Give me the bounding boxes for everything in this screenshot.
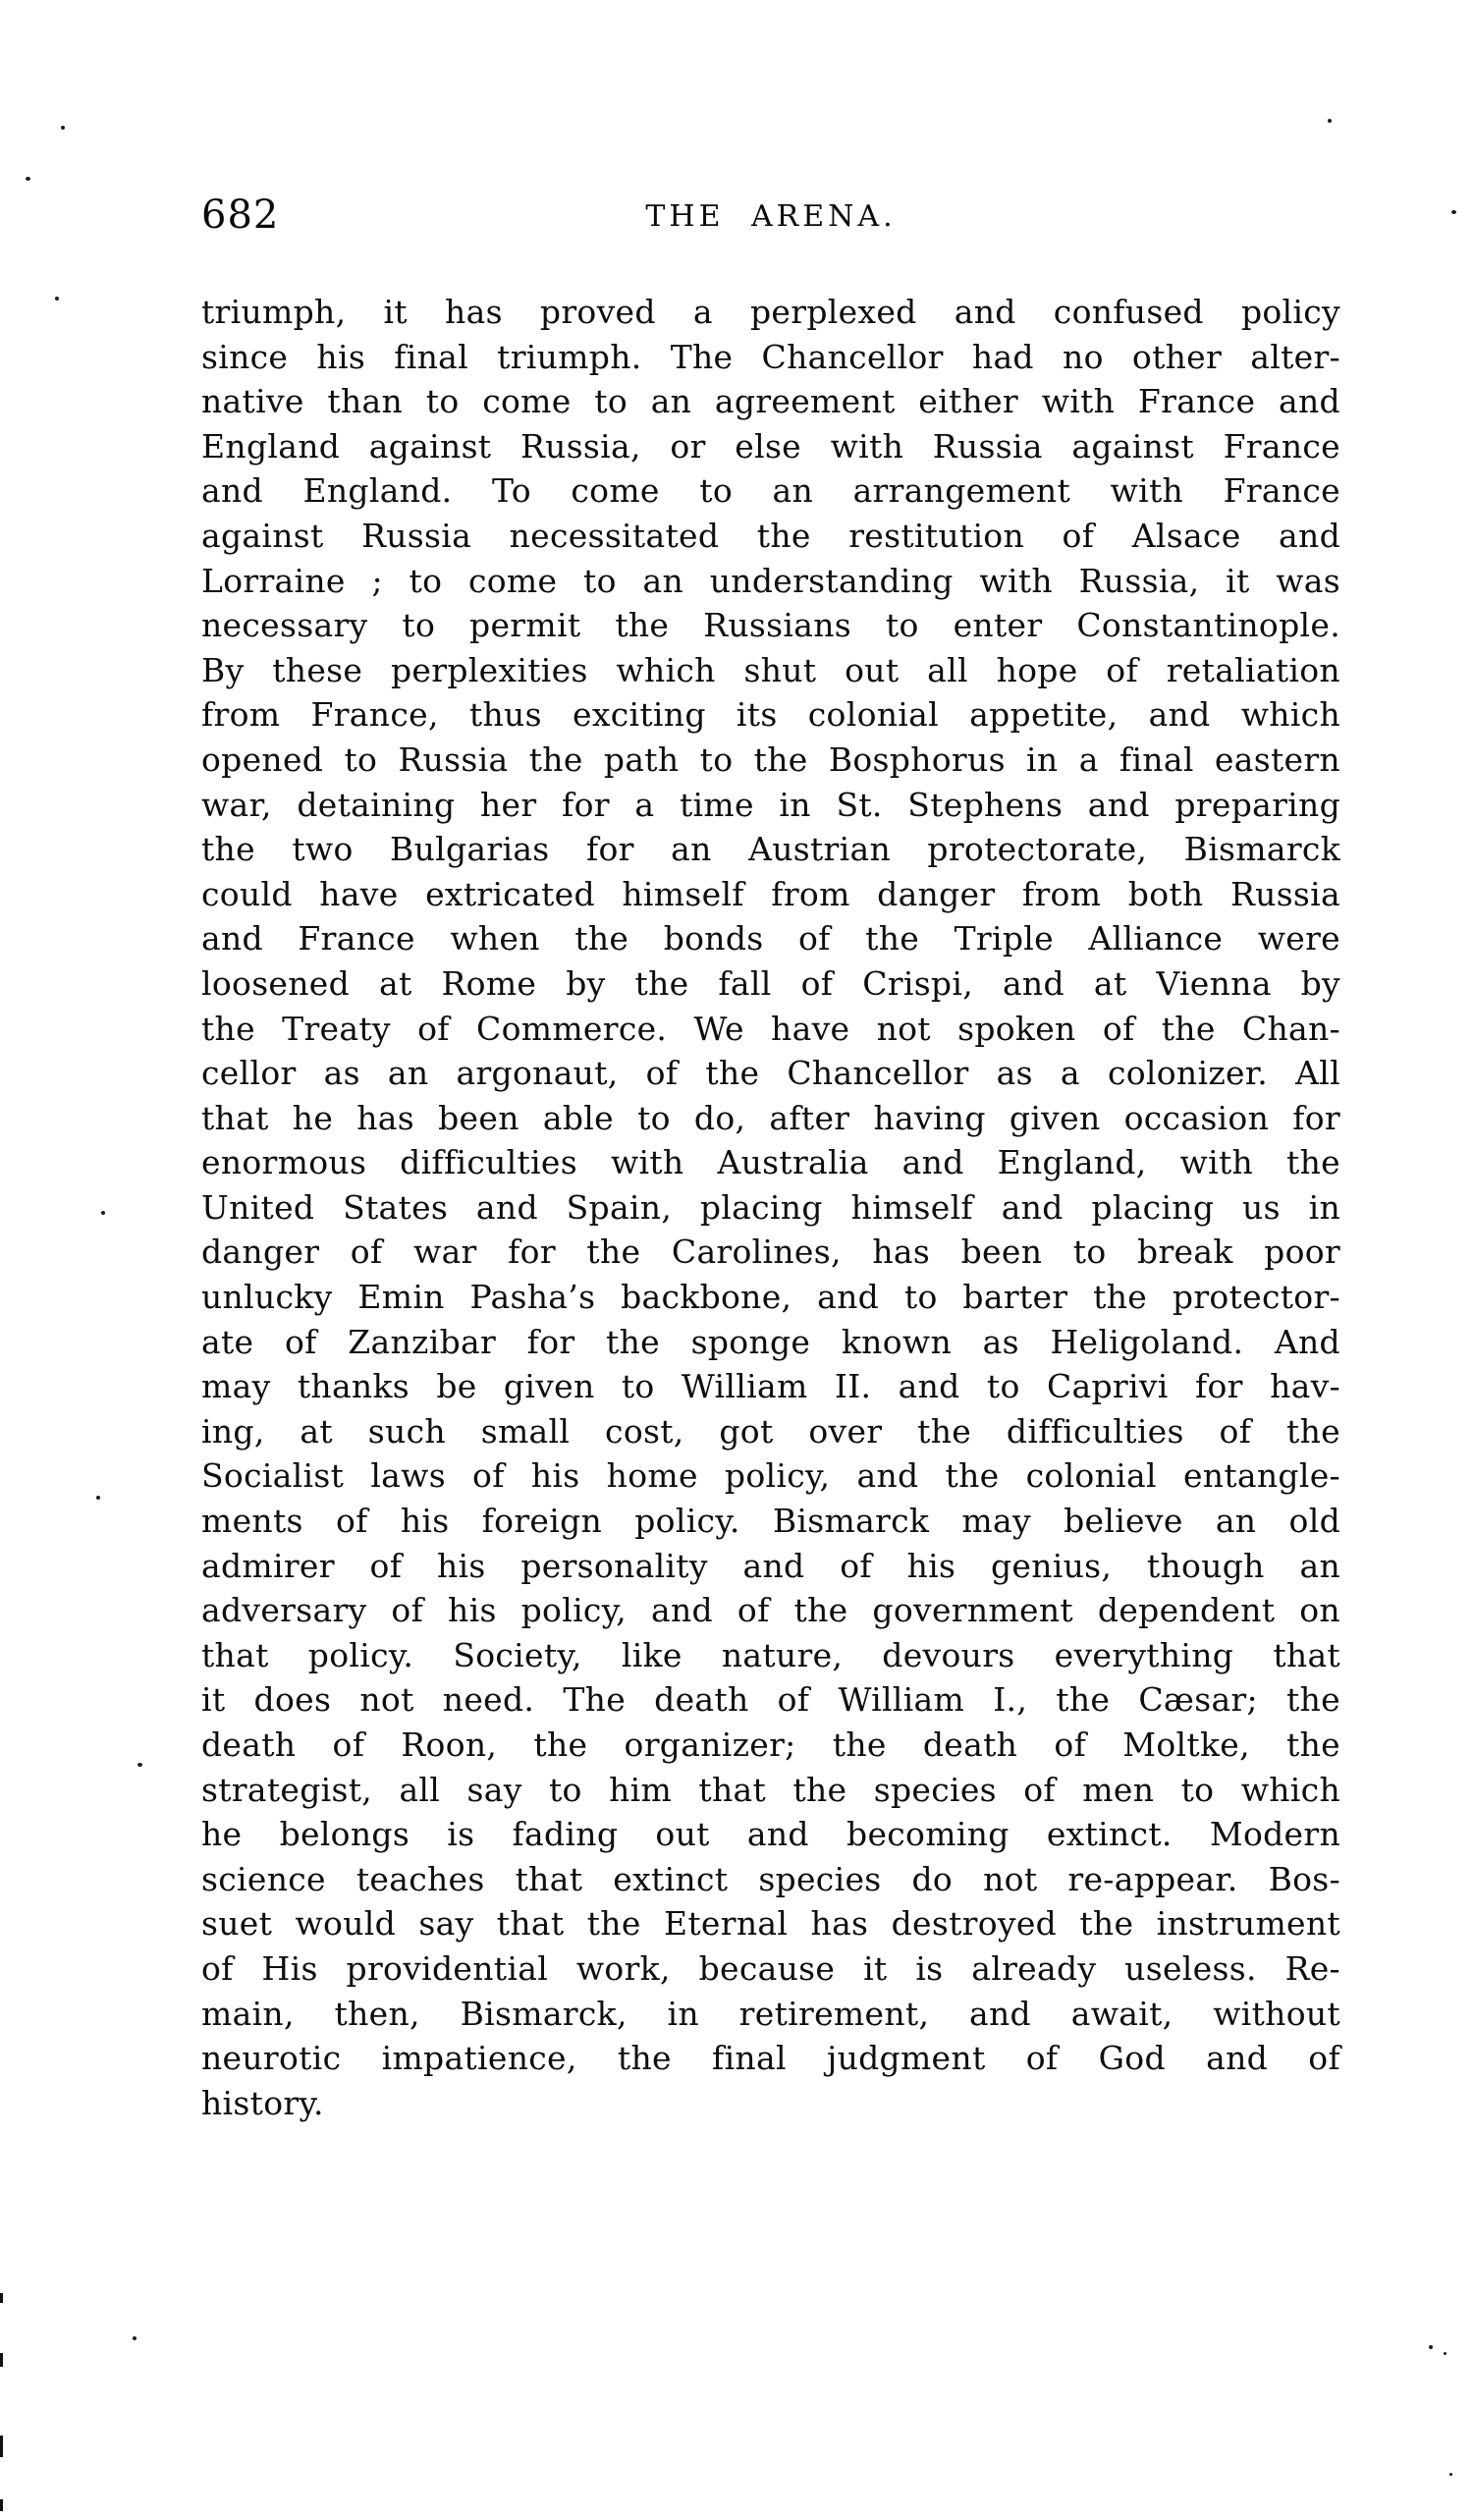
text-line: could have extricated himself from danger from both Russia bbox=[201, 874, 1340, 913]
text-line: history. bbox=[201, 2083, 324, 2122]
text-line: United States and Spain, placing himself and placing us in bbox=[201, 1187, 1340, 1227]
text-line: main, then, Bismarck, in retirement, and await, without bbox=[201, 1994, 1340, 2033]
scan-speck bbox=[137, 1763, 142, 1767]
text-line: Socialist laws of his home policy, and the colonial entangle- bbox=[201, 1456, 1340, 1496]
text-line: triumph, it has proved a perplexed and confused policy bbox=[201, 293, 1340, 331]
scan-edge-mark bbox=[0, 2353, 3, 2367]
scan-edge-mark bbox=[0, 2436, 3, 2457]
text-line: that he has been able to do, after having given occasion for bbox=[201, 1098, 1340, 1137]
text-line: may thanks be given to William II. and to Caprivi for hav- bbox=[201, 1367, 1340, 1406]
text-line: ments of his foreign policy. Bismarck may believe an old bbox=[201, 1502, 1340, 1541]
text-line: enormous difficulties with Australia and England, with the bbox=[201, 1143, 1340, 1182]
text-line: By these perplexities which shut out all hope of retaliation bbox=[201, 650, 1340, 689]
text-line: death of Roon, the organizer; the death of Moltke, the bbox=[201, 1726, 1340, 1764]
text-line: Lorraine ; to come to an understanding with Russia, it was bbox=[201, 561, 1340, 600]
scan-speck bbox=[133, 2336, 136, 2340]
scan-speck bbox=[26, 177, 30, 181]
scan-speck bbox=[1449, 2473, 1452, 2476]
text-line: strategist, all say to him that the species of men to which bbox=[201, 1770, 1340, 1809]
scan-speck bbox=[61, 126, 65, 130]
text-line: admirer of his personality and of his genius, though an bbox=[201, 1546, 1340, 1585]
text-line: war, detaining her for a time in St. Stephens and preparing bbox=[201, 785, 1340, 824]
text-line: ate of Zanzibar for the sponge known as Heligoland. And bbox=[201, 1322, 1340, 1361]
journal-title: THE ARENA. bbox=[645, 199, 897, 234]
text-line: since his final triumph. The Chancellor had no other alter- bbox=[201, 337, 1340, 376]
text-line: ing, at such small cost, got over the difficulties of the bbox=[201, 1411, 1340, 1451]
scan-speck bbox=[1444, 2352, 1447, 2355]
text-line: against Russia necessitated the restitution of Alsace and bbox=[201, 516, 1340, 555]
text-line: he belongs is fading out and becoming extinct. Modern bbox=[201, 1815, 1340, 1854]
text-line: adversary of his policy, and of the government dependent on bbox=[201, 1591, 1340, 1630]
scan-speck bbox=[1451, 210, 1456, 214]
text-line: it does not need. The death of William I., the Cæsar; the bbox=[201, 1680, 1340, 1720]
text-line: cellor as an argonaut, of the Chancellor as a colonizer. All bbox=[201, 1054, 1340, 1093]
text-line: opened to Russia the path to the Bosphorus in a final eastern bbox=[201, 740, 1340, 779]
text-line: and England. To come to an arrangement with France bbox=[201, 471, 1340, 511]
text-line: England against Russia, or else with Russia against France bbox=[201, 426, 1340, 466]
text-line: loosened at Rome by the fall of Crispi, and at Vienna by bbox=[201, 963, 1340, 1003]
text-line: that policy. Society, like nature, devours everything that bbox=[201, 1635, 1340, 1674]
text-line: danger of war for the Carolines, has been to break poor bbox=[201, 1233, 1340, 1272]
scan-speck bbox=[1328, 119, 1332, 123]
page-number: 682 bbox=[201, 192, 280, 238]
scan-speck bbox=[101, 1211, 105, 1215]
scan-edge-mark bbox=[0, 2293, 3, 2303]
text-line: the two Bulgarias for an Austrian protectorate, Bismarck bbox=[201, 830, 1340, 869]
text-line: science teaches that extinct species do not re-appear. Bos- bbox=[201, 1859, 1340, 1898]
text-line: the Treaty of Commerce. We have not spoken of the Chan- bbox=[201, 1009, 1340, 1048]
scan-speck bbox=[55, 297, 59, 301]
text-line: unlucky Emin Pasha’s backbone, and to barter the protector- bbox=[201, 1278, 1340, 1317]
text-line: from France, thus exciting its colonial appetite, and which bbox=[201, 695, 1340, 735]
body-text bbox=[201, 290, 1340, 2125]
scan-edge-mark bbox=[0, 2499, 3, 2511]
text-line: suet would say that the Eternal has destroyed the instrument bbox=[201, 1904, 1340, 1944]
text-line: necessary to permit the Russians to enter Constantinople. bbox=[201, 606, 1340, 645]
scan-speck bbox=[1429, 2345, 1433, 2349]
scan-speck bbox=[96, 1496, 100, 1500]
text-line: and France when the bonds of the Triple Alliance were bbox=[201, 919, 1340, 959]
text-line: neurotic impatience, the final judgment of God and of bbox=[201, 2039, 1340, 2078]
text-line: native than to come to an agreement either with France and bbox=[201, 382, 1340, 421]
text-line: of His providential work, because it is already useless. Re- bbox=[201, 1948, 1340, 1988]
running-head bbox=[201, 192, 1340, 238]
